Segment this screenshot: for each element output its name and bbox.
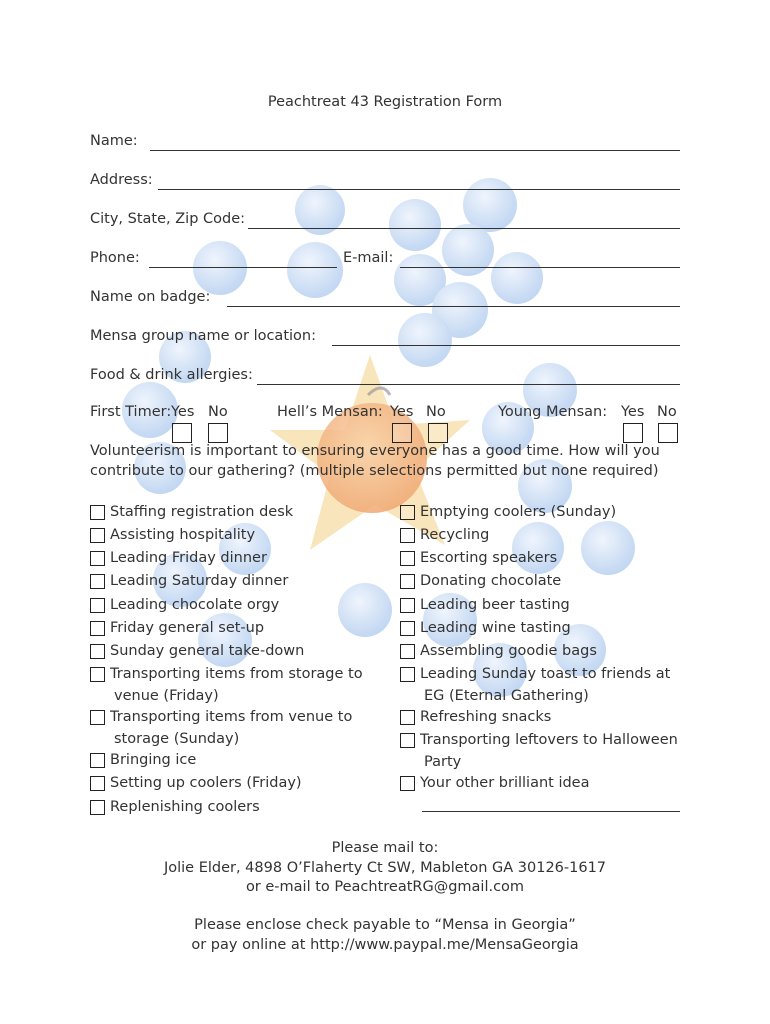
checkbox[interactable] [90, 800, 105, 815]
registration-form-page: Peachtreat 43 Registration Form Name: Address: City, State, Zip Code: Phone: E-mail: Name on badge: Mensa group name or location: Food & drink allergies: First Timer: Yes No Hell’s Mensan: Yes No Young Mensan: Yes No Volunteerism is important to ensuring everyone has a good time. How will you contribute to our gathering? (multiple selections permitted but none required) Staffing registration desk Assisting hospitality Leading Friday dinner Leading Saturday dinner Leading chocolate orgy Friday general set-up Sunday general take-down Transporting items from storage to venue (Friday) Transporting items from venue to storage (Sunday) Bringing ice Setting up coolers (Friday) Replenishing coolers Emptying coolers (Sunday) Recycling Escorting speakers Donating chocolate Leading beer tasting Leading wine tasting Assembling goodie bags Leading Sunday toast to friends at EG (Eternal Gathering) Refreshing snacks Transporting leftovers to Halloween Party Your other brilliant idea Please mail to: Jolie Elder, 4898 O’Flaherty Ct SW, Mableton GA 30126-1617 or e-mail to PeachtreatRG@gmail.com Please enclose check payable to “Mensa in Georgia” or pay online at http://www.paypal.me/MensaGeorgia [0, 0, 770, 1024]
hells-mensan-yes-checkbox[interactable] [392, 423, 412, 443]
phone-label: Phone: [90, 250, 140, 266]
checkbox[interactable] [400, 710, 415, 725]
checkbox[interactable] [400, 505, 415, 520]
phone-email-row[interactable] [90, 250, 680, 270]
hells-mensan-no-checkbox[interactable] [428, 423, 448, 443]
checkbox[interactable] [90, 710, 105, 725]
checkbox[interactable] [400, 551, 415, 566]
phone-line[interactable] [149, 250, 337, 268]
checkbox[interactable] [90, 644, 105, 659]
volunteer-instructions: Volunteerism is important to ensuring everyone has a good time. How will you contribute to our gathering? (multiple selections permitted but none required) [90, 443, 660, 479]
mensa-group-label: Mensa group name or location: [90, 328, 316, 344]
mensa-group-field[interactable] [90, 328, 680, 348]
paypal-line: or pay online at http://www.paypal.me/MensaGeorgia [191, 936, 579, 953]
city-state-zip-field[interactable] [90, 211, 680, 231]
mail-heading: Please mail to: [331, 840, 439, 856]
mailing-instructions [0, 839, 770, 898]
checkbox[interactable] [400, 598, 415, 613]
other-idea-line[interactable] [422, 811, 680, 812]
name-line[interactable] [150, 133, 680, 151]
first-timer-label: First Timer: [90, 404, 172, 420]
checkbox[interactable] [90, 621, 105, 636]
checkbox[interactable] [400, 528, 415, 543]
checkbox[interactable] [90, 574, 105, 589]
hells-mensan-yes-label: Yes [390, 404, 414, 420]
first-timer-no-checkbox[interactable] [208, 423, 228, 443]
address-line[interactable] [158, 172, 680, 190]
form-title: Peachtreat 43 Registration Form [267, 94, 503, 110]
allergies-field[interactable] [90, 367, 680, 387]
badge-name-field[interactable] [90, 289, 680, 309]
young-mensan-label: Young Mensan: [498, 404, 608, 420]
name-label: Name: [90, 133, 138, 149]
hells-mensan-no-label: No [426, 404, 446, 420]
allergies-label: Food & drink allergies: [90, 367, 253, 383]
address-field[interactable] [90, 172, 680, 192]
address-label: Address: [90, 172, 153, 188]
mail-address: Jolie Elder, 4898 O’Flaherty Ct SW, Mableton GA 30126-1617 [163, 859, 607, 876]
allergies-line[interactable] [257, 367, 680, 385]
checkbox[interactable] [90, 551, 105, 566]
checkbox[interactable] [90, 753, 105, 768]
checkbox[interactable] [90, 505, 105, 520]
city-state-zip-label: City, State, Zip Code: [90, 211, 246, 227]
checkbox[interactable] [90, 667, 105, 682]
email-line[interactable] [400, 250, 680, 268]
mensa-group-line[interactable] [332, 328, 680, 346]
checkbox[interactable] [90, 528, 105, 543]
email-label: E-mail: [343, 250, 394, 266]
checkbox[interactable] [400, 667, 415, 682]
checkbox[interactable] [90, 776, 105, 791]
young-mensan-yes-checkbox[interactable] [623, 423, 643, 443]
young-mensan-yes-label: Yes [621, 404, 645, 420]
name-field[interactable] [90, 133, 680, 153]
checkbox[interactable] [400, 574, 415, 589]
checkbox[interactable] [90, 598, 105, 613]
mail-email-line: or e-mail to PeachtreatRG@gmail.com [245, 879, 525, 895]
payment-instructions [0, 916, 770, 955]
checkbox[interactable] [400, 776, 415, 791]
young-mensan-no-label: No [657, 404, 677, 420]
first-timer-yes-label: Yes [171, 404, 195, 420]
check-payable-line: Please enclose check payable to “Mensa in Georgia” [194, 917, 576, 933]
first-timer-no-label: No [208, 404, 228, 420]
city-state-zip-line[interactable] [248, 211, 680, 229]
hells-mensan-label: Hell’s Mensan: [277, 404, 383, 420]
checkbox[interactable] [400, 621, 415, 636]
first-timer-yes-checkbox[interactable] [172, 423, 192, 443]
badge-name-line[interactable] [227, 289, 680, 307]
badge-name-label: Name on badge: [90, 289, 211, 305]
young-mensan-no-checkbox[interactable] [658, 423, 678, 443]
checkbox[interactable] [400, 733, 415, 748]
checkbox[interactable] [400, 644, 415, 659]
